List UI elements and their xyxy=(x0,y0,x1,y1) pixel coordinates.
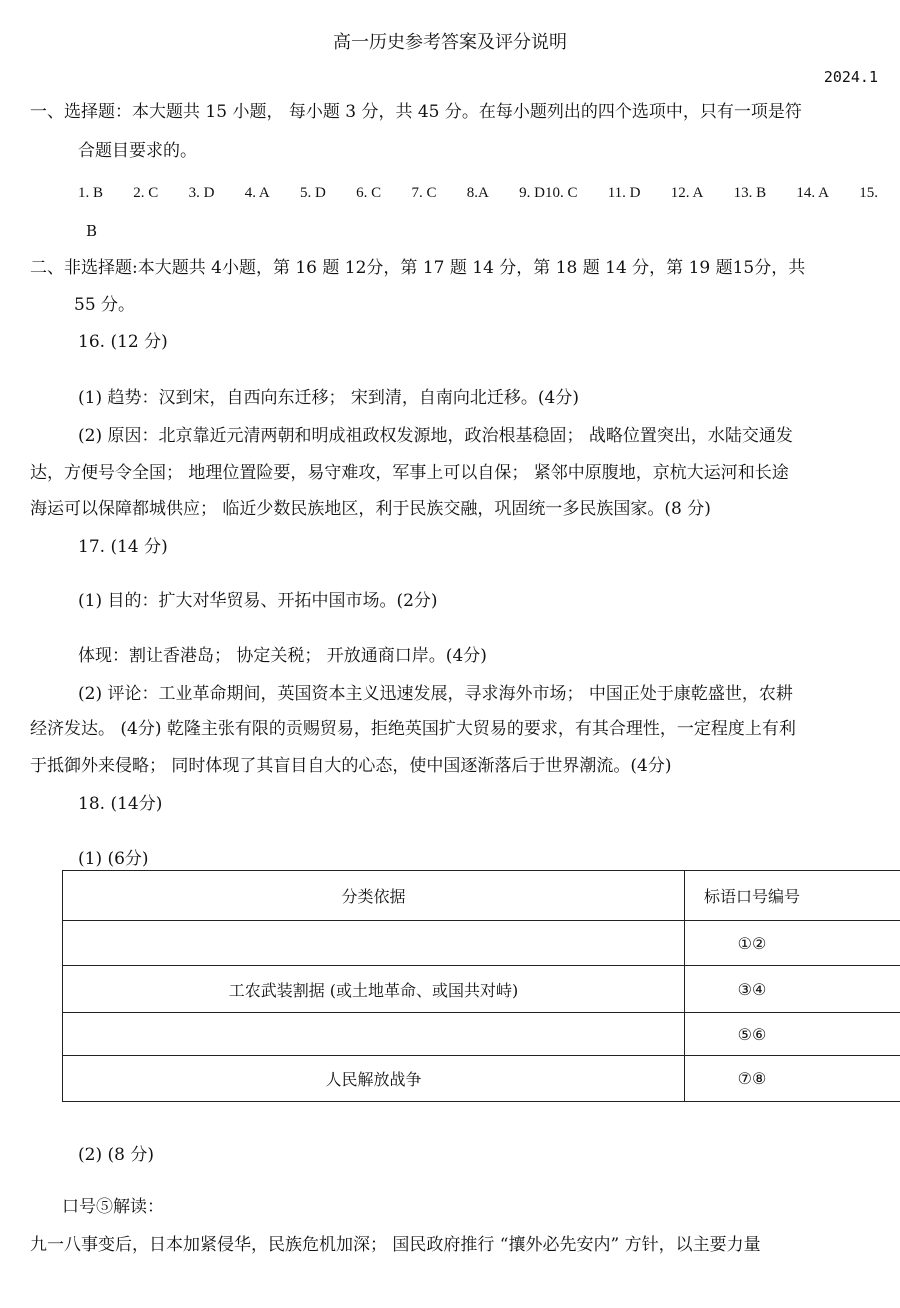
slogan5-label: 口号⑤解读： xyxy=(62,1197,164,1217)
table-cell-basis: 工农武装割据 (或土地革命、或国共对峙) xyxy=(63,966,685,1013)
table-row xyxy=(63,921,900,966)
answer-item: 15. xyxy=(859,185,878,201)
q16-part2-line2: 达，方便号令全国； 地理位置险要，易守难攻，军事上可以自保； 紧邻中原腹地，京杭大运河和长途 xyxy=(30,463,789,483)
table-header-basis: 分类依据 xyxy=(63,871,685,921)
q16-heading: 16. (12 分) xyxy=(78,332,168,352)
slogan5-interpretation: 九一八事变后，日本加紧侵华，民族危机加深； 国民政府推行 “攘外必先安内” 方针，以主要力量 xyxy=(30,1235,761,1255)
q17-heading: 17. (14 分) xyxy=(78,537,168,557)
q16-part2-line1: (2) 原因：北京靠近元清两朝和明成祖政权发源地，政治根基稳固； 战略位置突出，水陆交通发 xyxy=(78,426,793,446)
table-cell-slogans: ⑦⑧ xyxy=(685,1056,900,1102)
q17-part1: (1) 目的：扩大对华贸易、开拓中国市场。(2分) xyxy=(78,591,438,611)
q16-part1: (1) 趋势：汉到宋，自西向东迁移； 宋到清，自南向北迁移。(4分) xyxy=(78,388,579,408)
answer-item: 13. B xyxy=(733,185,767,201)
table-header-slogan-number: 标语口号编号 xyxy=(685,871,900,921)
table-header-row xyxy=(63,871,900,921)
answer-item: 1. B xyxy=(78,185,104,201)
answer-wrap: B xyxy=(86,222,98,240)
table-cell-slogans: ①② xyxy=(685,921,900,966)
table-cell-slogans: ③④ xyxy=(685,966,900,1013)
answer-item: 7. C xyxy=(411,185,437,201)
q17-part1-embodiment: 体现：割让香港岛； 协定关税； 开放通商口岸。(4分) xyxy=(78,646,487,666)
answer-item: 8.A xyxy=(466,185,489,201)
q17-part2-line1: (2) 评论：工业革命期间，英国资本主义迅速发展，寻求海外市场； 中国正处于康乾盛世，农耕 xyxy=(78,684,793,704)
q18-heading: 18. (14分) xyxy=(78,794,163,814)
answer-item: 14. A xyxy=(796,185,829,201)
answer-item: 6. C xyxy=(356,185,382,201)
table-cell-slogans: ⑤⑥ xyxy=(685,1013,900,1056)
section1-line1: 一、选择题：本大题共 15 小题， 每小题 3 分，共 45 分。在每小题列出的四个选项中，只有一项是符 xyxy=(30,102,802,122)
answer-item: 12. A xyxy=(670,185,704,201)
section2-line1: 二、非选择题:本大题共 4小题，第 16 题 12分，第 17 题 14 分，第 18 题 14 分，第 19 题15分，共 xyxy=(30,258,806,278)
section2-line2: 55 分。 xyxy=(74,295,136,315)
page-title: 高一历史参考答案及评分说明 xyxy=(333,32,567,53)
answer-item: 4. A xyxy=(244,185,270,201)
table-cell-basis: 人民解放战争 xyxy=(63,1056,685,1102)
q16-part2-line3: 海运可以保障都城供应； 临近少数民族地区，利于民族交融，巩固统一多民族国家。(8 分) xyxy=(30,499,711,519)
table-cell-basis xyxy=(63,921,685,966)
table-cell-basis xyxy=(63,1013,685,1056)
answer-item: 5. D xyxy=(300,185,326,201)
section1-line2: 合题目要求的。 xyxy=(78,141,197,161)
table-row xyxy=(63,1056,900,1102)
q18-sub1: (1) (6分) xyxy=(78,849,149,869)
answer-item: 11. D xyxy=(607,185,641,201)
q17-part2-line2: 经济发达。 (4分) 乾隆主张有限的贡赐贸易，拒绝英国扩大贸易的要求，有其合理性，一定程度上有利 xyxy=(30,719,796,739)
classification-table xyxy=(62,870,900,1102)
answer-key-row xyxy=(78,186,878,201)
answer-item: 3. D xyxy=(188,185,215,201)
table-row xyxy=(63,1013,900,1056)
q17-part2-line3: 于抵御外来侵略； 同时体现了其盲目自大的心态，使中国逐渐落后于世界潮流。(4分) xyxy=(30,756,672,776)
table-row xyxy=(63,966,900,1013)
answer-item: 2. C xyxy=(133,185,159,201)
document-date: 2024.1 xyxy=(823,68,878,86)
q18-sub2: (2) (8 分) xyxy=(78,1145,154,1165)
answer-item: 9. D10. C xyxy=(519,185,578,201)
